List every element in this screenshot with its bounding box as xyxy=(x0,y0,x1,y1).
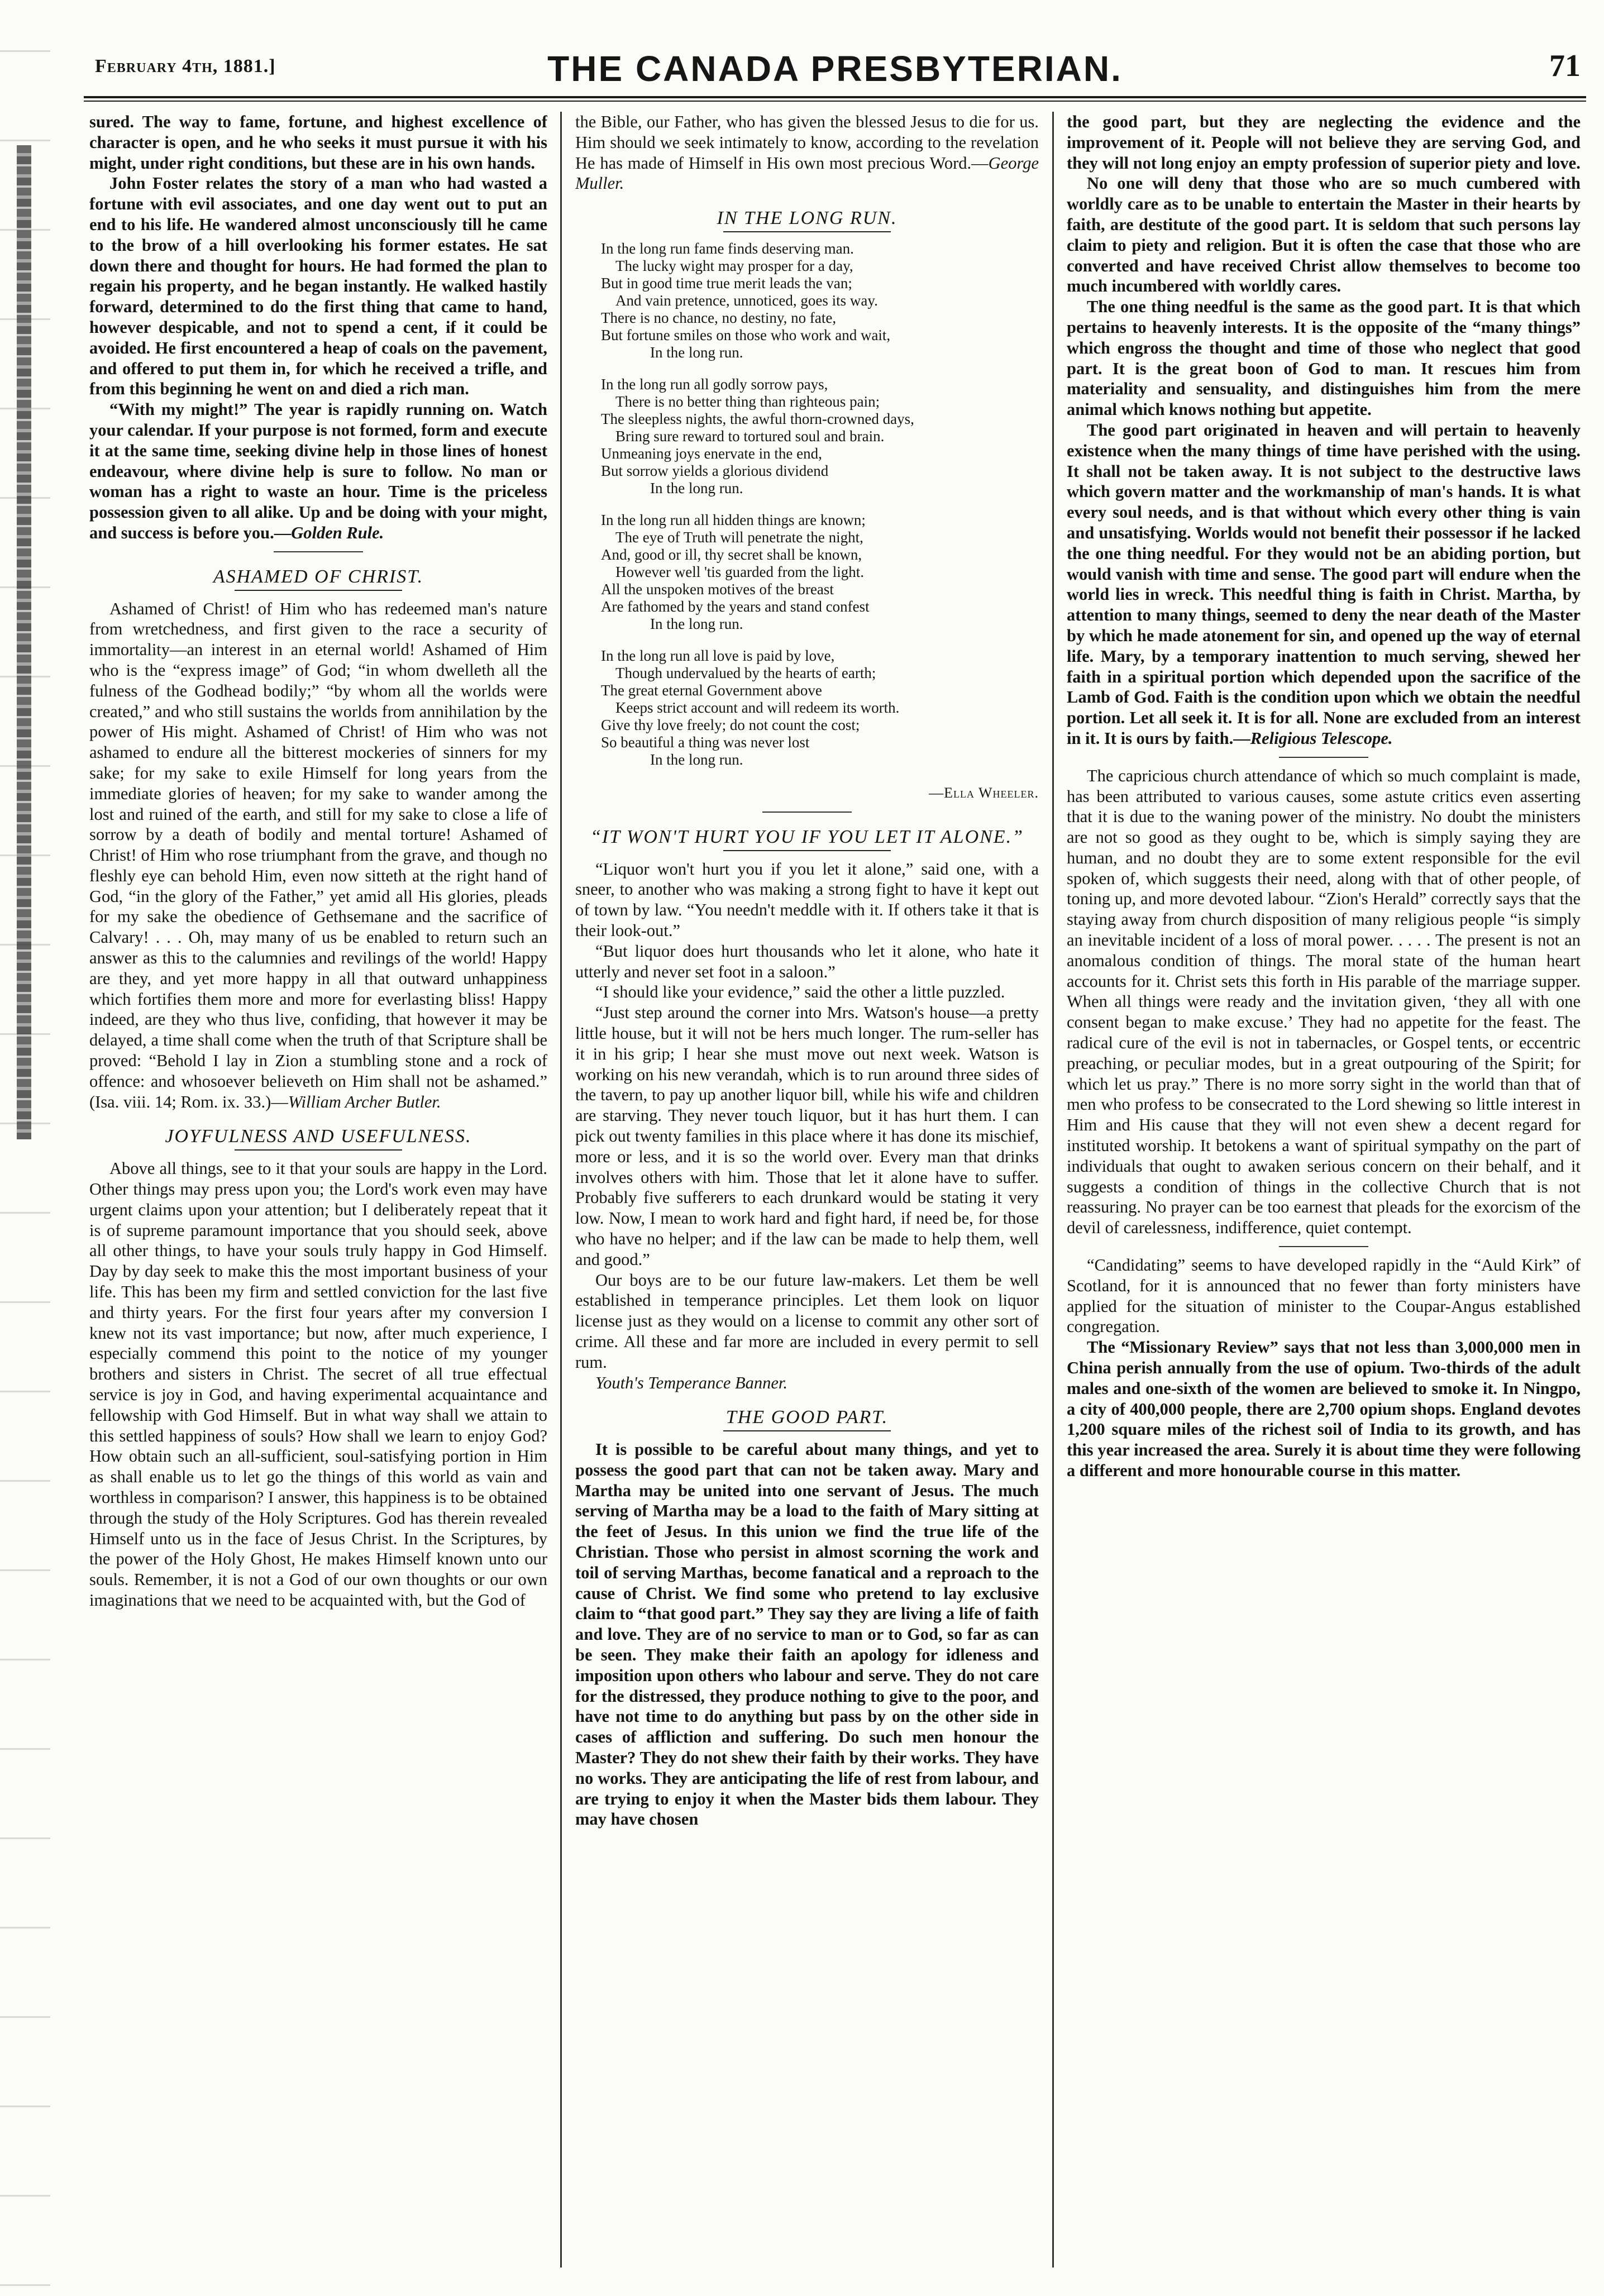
with-my-might-paragraph xyxy=(89,399,547,543)
ashamed-paragraph xyxy=(89,599,547,1113)
poem-line: In the long run fame finds deserving man. xyxy=(601,240,854,257)
heading-in-the-long-run: IN THE LONG RUN. xyxy=(717,208,898,229)
binding-edge-bleed xyxy=(17,145,31,1139)
header-rule-thick xyxy=(84,96,1586,98)
heading-the-good-part: THE GOOD PART. xyxy=(725,1407,889,1428)
john-foster-paragraph: John Foster relates the story of a man who had wasted a fortune with evil associates, and one day went out to put an end to his life. He wandered almost unconsciously till he came to the brow of a hill overlooking his former estates. He sat down there and thought for hours. He had formed the plan to regain his property, and he began instantly. He walked hastily forward, determined to do the first thing that came to hand, however despicable, and not to spend a cent, if it could be avoided. He first encountered a heap of coals on the pavement, and offered to put them in, for which he received a trifle, and from this beginning he went on and died a rich man. xyxy=(89,174,547,399)
one-thing-needful-paragraph: The one thing needful is the same as the good part. It is that which pertains to heavenly interests. It is the opposite of the “many things” which engross the thought and time of those who neglect that good part. It is the great boon of God to man. It rescues him from materiality and sensuality, and distinguishes him from the mere animal which knows nothing but appetite. xyxy=(1067,297,1581,419)
with-my-might-text: “With my might!” The year is rapidly running on. Watch your calendar. If your purpose is not formed, form and execute it at the same time, seeking divine help in those lines of honest endeavour, where divine help is sure to follow. No man or woman has a right to waste an hour. Time is the priceless possession given to all alike. Up and be doing with your might, and success is before you.— xyxy=(89,400,547,542)
poem-line: The eye of Truth will penetrate the night, xyxy=(615,528,863,546)
heading-underline xyxy=(723,1430,891,1431)
heading-joyfulness: JOYFULNESS AND USEFULNESS. xyxy=(165,1126,472,1147)
poem-line: All the unspoken motives of the breast xyxy=(601,580,834,598)
poet-attribution: —Ella Wheeler. xyxy=(929,784,1039,801)
column-3 xyxy=(1067,112,1581,2268)
poem-line: The sleepless nights, the awful thorn-crowned days, xyxy=(601,410,914,427)
poem-stanza xyxy=(601,512,1039,633)
poem-line: The great eternal Government above xyxy=(601,681,822,699)
cumbered-paragraph: No one will deny that those who are so much cumbered with worldly care as to be unable to entertain the Master in their hearts by faith, are destitute of the good part. It is seldom that such persons lay claim to piety and religion. But it is often the case that those who are converted and have received Christ allow themselves to become too much incumbered with worldly cares. xyxy=(1067,174,1581,296)
poem-line: Unmeaning joys enervate in the end, xyxy=(601,445,822,462)
temperance-banner-attribution: Youth's Temperance Banner. xyxy=(595,1373,788,1392)
poem-line: And vain pretence, unnoticed, goes its way. xyxy=(615,292,878,309)
poem-in-the-long-run xyxy=(575,240,1039,768)
poem-line: There is no better thing than righteous pain; xyxy=(615,393,880,410)
poem-line: In the long run. xyxy=(650,479,743,497)
page-header xyxy=(84,48,1586,93)
poem-stanza xyxy=(601,376,1039,497)
liquor-paragraph-1: “Liquor won't hurt you if you let it alone,” said one, with a sneer, to another who was making a strong fight to have it kept out of town by law. “You needn't meddle with it. If others take it that is their look-out.” xyxy=(575,859,1039,940)
column-1 xyxy=(89,112,547,2268)
poem-line: Give thy love freely; do not count the cost; xyxy=(601,716,860,733)
heading-underline xyxy=(723,231,891,232)
church-attendance-paragraph: The capricious church attendance of which so much complaint is made, has been attributed to various causes, some astute critics even asserting that it is due to the waning power of the ministry. No doubt the ministers are not so good as they ought to be, which is simply saying they are human, and no doubt they are to some extent responsible for the evil spoken of, which suggests their need, along with that of other people, of toning up, and more devoted labour. “Zion's Herald” correctly says that the staying away from church disposition of many religious people “is simply an inevitable incident of a loss of moral power. . . . . The present is not an anomalous condition of things. The moral state of the human heart accounts for it. Christ sets this forth in His parable of the marriage supper. When all things were ready and the invitation given, ‘they all with one consent began to make excuse.’ They had no appetite for the feast. The radical cure of the evil is not in tabernacles, or Gospel tents, or eccentric preaching, or peculiar modes, but in a great outpouring of the Spirit; for which let us pray.” There is no more sorry sight in the world than that of men who profess to be consecrated to the Lord shewing so little interest in Him and His cause that they will not even shew a decent regard for instituted worship. It betokens a want of spiritual sympathy on the part of individuals that ought to awaken serious concern on their behalf, and it suggests a condition of things in the collective Church that is not reassuring. No prayer can be too earnest that pleads for the exorcism of the devil of carelessness, indifference, quiet contempt. xyxy=(1067,766,1581,1238)
poem-line: And, good or ill, thy secret shall be known, xyxy=(601,546,862,563)
butler-attribution: William Archer Butler. xyxy=(288,1092,441,1111)
liquor-paragraph-3: “I should like your evidence,” said the other a little puzzled. xyxy=(595,982,1005,1002)
poem-line: In the long run. xyxy=(650,751,743,768)
muller-attribution: George Muller. xyxy=(575,153,1039,193)
poem-line: In the long run all godly sorrow pays, xyxy=(601,375,828,393)
section-divider xyxy=(274,551,363,552)
muller-text: the Bible, our Father, who has given the blessed Jesus to die for us. Him should we seek intimately to know, according to the revelation He has made of Himself in His own most precious Word.— xyxy=(575,112,1039,173)
page-number: 71 xyxy=(1549,49,1581,83)
issue-date: February 4th, 1881.] xyxy=(95,56,276,77)
column-rule-1 xyxy=(560,112,562,2268)
heading-underline xyxy=(723,850,891,851)
poem-line: The lucky wight may prosper for a day, xyxy=(615,257,853,274)
poem-stanza xyxy=(601,240,1039,361)
good-part-paragraph: It is possible to be careful about many things, and yet to possess the good part that can not be taken away. Mary and Martha may be united into one servant of Jesus. The much serving of Martha may be a load to the faith of Mary sitting at the feet of Jesus. In this union we find the true life of the Christian. Those who persist in almost scorning the work and toil of serving Marthas, become fanatical and a reproach to the cause of Christ. We find some who pretend to lay exclusive claim to “that good part.” They say they are living a life of faith and love. They are of no service to man or to God, so far as can be seen. They make their faith an apology for idleness and imposition upon others who labour and serve. They do not care for the distressed, they produce nothing to give to the poor, and have not time to do anything but pass by on the other side in cases of affliction and suffering. Do such men honour the Master? They do not shew their faith by their works. They have no works. They are anticipating the life of rest from labour, and are trying to enjoy it when the Master bids them labour. They may have chosen xyxy=(575,1440,1039,1829)
poem-line: Though undervalued by the hearts of earth; xyxy=(615,664,876,681)
heading-wont-hurt-you: “IT WON'T HURT YOU IF YOU LET IT ALONE.” xyxy=(590,826,1024,847)
poem-stanza xyxy=(601,647,1039,768)
column-2 xyxy=(575,112,1039,2268)
poem-line: But fortune smiles on those who work and wait, xyxy=(601,326,891,343)
muller-paragraph-end xyxy=(575,112,1039,194)
liquor-paragraph-4: “Just step around the corner into Mrs. Watson's house—a pretty little house, but it will not be hers much longer. The rum-seller has it in his grip; I hear she must move out next week. Watson is working on his new verandah, which is to run around three sides of the tavern, to pay up another liquor bill, while his wife and children are starving. They never touch liquor, but it has hurt them. I can pick out twenty families in this place where it has done its mischief, more or less, and it is so the world over. Every man that drinks involves others with him. Those that let it alone have to suffer. Probably five sufferers to each drunkard would be stating it very low. Now, I mean to work hard and fight hard, if need be, for those who have no helper; and if the law can be made to help them, well and good.” xyxy=(575,1003,1039,1269)
candidating-paragraph: “Candidating” seems to have developed rapidly in the “Auld Kirk” of Scotland, for it is announced that no fewer than forty ministers have applied for the situation of minister to the Coupar-Angus established congregation. xyxy=(1067,1256,1581,1336)
masthead-title: THE CANADA PRESBYTERIAN. xyxy=(547,49,1123,89)
poem-line: Bring sure reward to tortured soul and brain. xyxy=(615,427,885,445)
heading-ashamed-of-christ: ASHAMED OF CHRIST. xyxy=(213,566,424,587)
fortune-paragraph-end: sured. The way to fame, fortune, and highest excellence of character is open, and he who seeks it must pursue it with his might, under right conditions, but these are in his own hands. xyxy=(89,112,547,173)
poem-line: However well 'tis guarded from the light. xyxy=(615,563,864,580)
good-part-continued: the good part, but they are neglecting the evidence and the improvement of it. People will not believe they are serving God, and they will not long enjoy an empty profession of superior piety and love. xyxy=(1067,112,1581,173)
good-part-heaven-paragraph xyxy=(1067,420,1581,749)
liquor-paragraph-2: “But liquor does hurt thousands who let it alone, who hate it utterly and never set foot in a saloon.” xyxy=(575,941,1039,981)
heading-underline xyxy=(235,590,402,591)
poem-line: Keeps strict account and will redeem its worth. xyxy=(615,699,900,716)
religious-telescope-attribution: Religious Telescope. xyxy=(1250,728,1393,748)
column-rule-2 xyxy=(1052,112,1054,2268)
poem-line: In the long run. xyxy=(650,615,743,632)
poem-line: But sorrow yields a glorious dividend xyxy=(601,462,829,479)
section-divider xyxy=(1279,757,1368,758)
poem-line: In the long run. xyxy=(650,343,743,361)
liquor-paragraph-5: Our boys are to be our future law-makers. Let them be well established in temperance principles. Let them look on liquor license just as they would on a license to commit any other sort of crime. All these and far more are included in every permit to sell rum. xyxy=(575,1270,1039,1372)
poem-line: In the long run all love is paid by love, xyxy=(601,647,835,664)
heading-underline xyxy=(235,1149,402,1151)
poem-line: In the long run all hidden things are known; xyxy=(601,511,866,528)
section-divider xyxy=(1279,1246,1368,1247)
poem-line: Are fathomed by the years and stand confest xyxy=(601,598,870,615)
joyfulness-paragraph: Above all things, see to it that your souls are happy in the Lord. Other things may press upon you; the Lord's work even may have urgent claims upon your attention; but I deliberately repeat that it is of supreme paramount importance that you should seek, above all other things, to have your souls truly happy in God Himself. Day by day seek to make this the most important business of your life. This has been my firm and settled conviction for the last five and thirty years. For the first four years after my conversion I knew not its vast importance; but now, after much experience, I especially commend this point to the notice of my younger brothers and sisters in Christ. The secret of all true effectual service is joy in God, and having experimental acquaintance and fellowship with God Himself. But in what way shall we attain to this settled happiness of souls? How shall we learn to enjoy God? How obtain such an all-sufficient, soul-satisfying portion in Him as shall enable us to let go the things of this world as vain and worthless in comparison? I answer, this happiness is to be obtained through the study of the Holy Scriptures. God has therein revealed Himself unto us in the face of Jesus Christ. In the Scriptures, by the power of the Holy Ghost, He makes Himself known unto our souls. Remember, it is not a God of our own thoughts or our own imaginations that we need to be acquainted with, but the God of xyxy=(89,1159,547,1610)
opium-paragraph: The “Missionary Review” says that not less than 3,000,000 men in China perish annually from the use of opium. Two-thirds of the adult males and one-sixth of the women are believed to smoke it. In Ningpo, a city of 400,000 people, there are 2,700 opium shops. England devotes 1,200 square miles of the richest soil of India to its growth, and has this year increased the area. Surely it is about time they were following a different and more honourable course in this matter. xyxy=(1067,1338,1581,1480)
good-part-heaven-text: The good part originated in heaven and will pertain to heavenly existence when the many things of time have perished with the using. It shall not be taken away. It is not subject to the destructive laws which govern matter and the workmanship of man's hands. It is what every soul needs, and is that without which every other thing is vain and unsatisfying. Worlds would not benefit their possessor if he lacked the one thing needful. For they would not be an abiding portion, but would vanish with time and sense. The good part will endure when the world lies in wreck. This needful thing is faith in Christ. Martha, by attention to many things, seemed to deny the near death of the Master by which he made atonement for sin, and opened up the way of eternal life. Mary, by a temporary inattention to much serving, shewed her faith in a spiritual portion which depended upon the sacrifice of the Lamb of God. Faith is the condition upon which we obtain the needful portion. Let all seek it. It is for all. None are excluded from an interest in it. It is ours by faith.— xyxy=(1067,420,1581,748)
golden-rule-attribution: Golden Rule. xyxy=(291,523,384,542)
header-rule-thin xyxy=(84,101,1586,102)
section-divider xyxy=(762,812,852,813)
poem-line: So beautiful a thing was never lost xyxy=(601,733,810,751)
ashamed-text: Ashamed of Christ! of Him who has redeemed man's nature from wretchedness, and first given to the race a security of immortality—an interest in an eternal world! Ashamed of Him who is the “express image” of God; “in whom dwelleth all the fulness of the Godhead bodily;” “by whom all the worlds were created,” and who still sustains the worlds from annihilation by the power of His might. Ashamed of Christ! of Him who was not ashamed to endure all the bitterest mockeries of sinners for my sake; for my sake to exile Himself for long years from the immediate glories of heaven; for my sake to wander among the lost and ruined of the earth, and still for my sake to close a life of sorrow by a death of bodily and mental torture! Ashamed of Christ! of Him who rose triumphant from the grave, and though no fleshly eye can behold Him, even now sitteth at the right hand of God, “in the glory of the Father,” yet amid all His glories, pleads for my sake the obedience of Gethsemane and the sacrifice of Calvary! . . . Oh, may many of us be enabled to return such an answer as this to the calumnies and revilings of the world! Happy are they, and yet more happy in all that outward unhappiness which fortifies them more and more for everlasting bliss! Happy indeed, are they who thus live, confiding, that however it may be delayed, a time shall come when the truth of that Scripture shall be proved: “Behold I lay in Zion a stumbling stone and a rock of offence: and whosoever believeth on Him shall not be ashamed.” (Isa. viii. 14; Rom. ix. 33.)— xyxy=(89,599,547,1111)
poem-line: There is no chance, no destiny, no fate, xyxy=(601,309,837,326)
poem-line: But in good time true merit leads the van; xyxy=(601,274,852,292)
